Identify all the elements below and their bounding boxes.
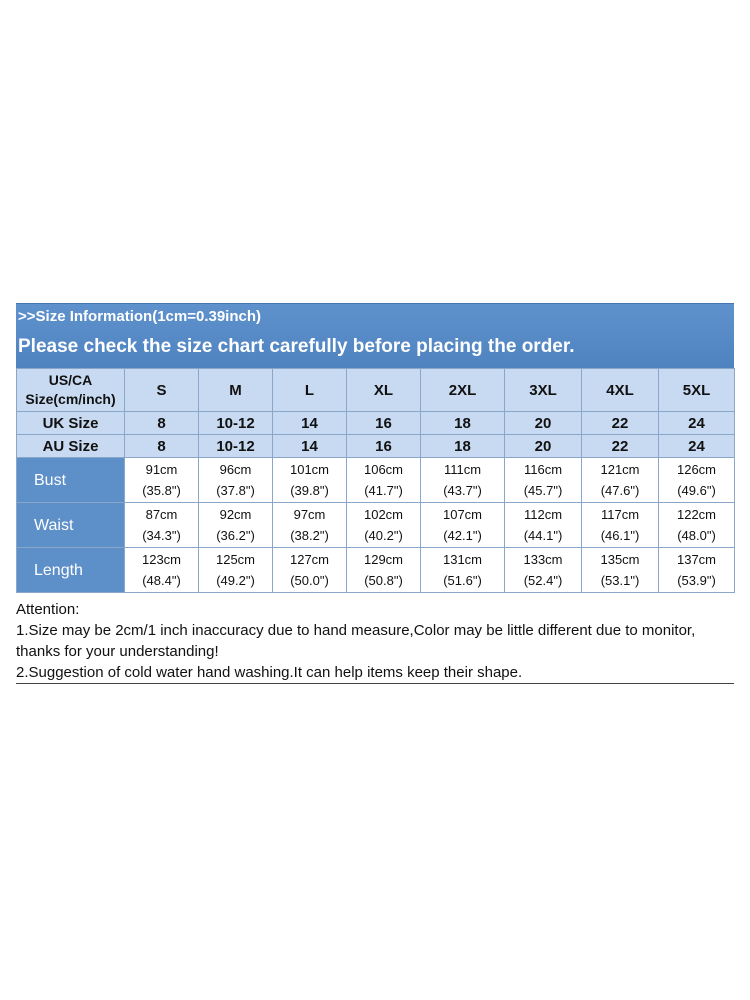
measurement-inch: (39.8") [290,483,329,498]
au-size-cell: 20 [505,435,582,458]
size-cell: S [125,369,199,412]
note-inaccuracy: 1.Size may be 2cm/1 inch inaccuracy due to hand measure,Color may be little different due to monitor, [16,622,696,639]
measurement-row-bust [17,458,735,503]
measurement-cm: 92cm [219,507,252,522]
measurement-cell [273,458,347,503]
au-size-cell: 22 [582,435,659,458]
measurement-inch: (35.8") [142,483,181,498]
uk-size-cell: 8 [125,412,199,435]
measurement-cell [582,503,659,548]
measurement-cm: 91cm [145,462,178,477]
measurement-inch: (52.4") [523,573,563,588]
size-cell: M [199,369,273,412]
measurement-inch: (50.0") [290,573,329,588]
size-cell: 3XL [505,369,582,412]
measurement-cm: 101cm [289,462,330,477]
measurement-inch: (51.6") [443,573,482,588]
measurement-cell [421,503,505,548]
measurement-inch: (43.7") [443,483,482,498]
measurement-rows [17,458,735,593]
measurement-cell [273,503,347,548]
size-info-title: >>Size Information(1cm=0.39inch) [18,308,261,325]
uk-size-cell: 22 [582,412,659,435]
attention-title: Attention: [16,601,80,618]
measurement-cm: 102cm [363,507,404,522]
size-header-label [17,369,125,412]
measurement-cell [582,458,659,503]
measurement-cell [125,548,199,593]
measurement-cell [659,503,735,548]
measurement-cm: 133cm [523,552,563,567]
measurement-label: Waist [17,503,125,548]
measurement-cm: 137cm [676,552,717,567]
uk-size-cell: 24 [659,412,735,435]
size-cell: 5XL [659,369,735,412]
measurement-inch: (53.1") [600,573,640,588]
measurement-cell [273,548,347,593]
note-understanding: thanks for your understanding! [16,643,219,660]
measurement-cell [582,548,659,593]
measurement-cm: 121cm [600,462,640,477]
measurement-cell [199,503,273,548]
au-size-cell: 10-12 [199,435,273,458]
measurement-cell [659,548,735,593]
measurement-cell [199,458,273,503]
us-ca-label: US/CA [48,372,93,388]
measurement-inch: (34.3") [142,528,181,543]
measurement-cell [125,503,199,548]
measurement-cm: 107cm [442,507,483,522]
measurement-inch: (45.7") [523,483,563,498]
au-size-cell: 18 [421,435,505,458]
measurement-inch: (42.1") [443,528,482,543]
uk-size-cell: 18 [421,412,505,435]
measurement-label: Length [17,548,125,593]
measurement-cm: 122cm [676,507,717,522]
measurement-cell [505,503,582,548]
measurement-cell [199,548,273,593]
measurement-cm: 135cm [600,552,640,567]
size-header-row [17,369,735,412]
measurement-cm: 96cm [219,462,252,477]
measurement-cell [505,458,582,503]
uk-size-cell: 10-12 [199,412,273,435]
measurement-cell [347,548,421,593]
measurement-inch: (50.8") [364,573,403,588]
measurement-inch: (49.6") [677,483,716,498]
measurement-inch: (49.2") [216,573,255,588]
measurement-row-waist [17,503,735,548]
measurement-inch: (46.1") [600,528,640,543]
measurement-cm: 116cm [523,462,563,477]
au-size-cell: 16 [347,435,421,458]
uk-size-label: UK Size [17,412,125,435]
measurement-row-length [17,548,735,593]
au-size-row [17,435,735,458]
attention-notes [16,599,734,684]
au-size-cell: 24 [659,435,735,458]
measurement-inch: (48.0") [677,528,716,543]
note-washing: 2.Suggestion of cold water hand washing.It can help items keep their shape. [16,662,734,684]
check-size-notice: Please check the size chart carefully before placing the order. [18,336,575,357]
measurement-cell [125,458,199,503]
size-cell: L [273,369,347,412]
measurement-cm: 125cm [215,552,256,567]
measurement-cell [347,503,421,548]
measurement-cm: 131cm [442,552,483,567]
au-size-cell: 14 [273,435,347,458]
measurement-inch: (44.1") [523,528,563,543]
au-size-label: AU Size [17,435,125,458]
measurement-cell [421,548,505,593]
measurement-cell [421,458,505,503]
measurement-label: Bust [17,458,125,503]
measurement-inch: (40.2") [364,528,403,543]
size-table [16,368,735,593]
measurement-cm: 111cm [443,462,482,477]
measurement-cm: 129cm [363,552,404,567]
measurement-cell [505,548,582,593]
size-cell: XL [347,369,421,412]
measurement-cm: 126cm [676,462,717,477]
measurement-cell [347,458,421,503]
size-cell: 4XL [582,369,659,412]
measurement-inch: (41.7") [364,483,403,498]
uk-size-cell: 14 [273,412,347,435]
measurement-cm: 112cm [523,507,563,522]
measurement-inch: (38.2") [290,528,329,543]
uk-size-cell: 16 [347,412,421,435]
measurement-cm: 117cm [600,507,640,522]
au-size-cell: 8 [125,435,199,458]
size-cell: 2XL [421,369,505,412]
measurement-cm: 97cm [293,507,326,522]
measurement-cell [659,458,735,503]
measurement-inch: (36.2") [216,528,255,543]
measurement-inch: (53.9") [677,573,716,588]
measurement-cm: 106cm [363,462,404,477]
uk-size-row [17,412,735,435]
measurement-cm: 87cm [145,507,178,522]
uk-size-cell: 20 [505,412,582,435]
size-unit-label: Size(cm/inch) [25,391,116,407]
measurement-inch: (37.8") [216,483,255,498]
measurement-cm: 127cm [289,552,330,567]
measurement-inch: (47.6") [600,483,640,498]
measurement-inch: (48.4") [142,573,181,588]
size-info-banner [16,303,734,368]
measurement-cm: 123cm [141,552,182,567]
size-chart [16,303,734,593]
